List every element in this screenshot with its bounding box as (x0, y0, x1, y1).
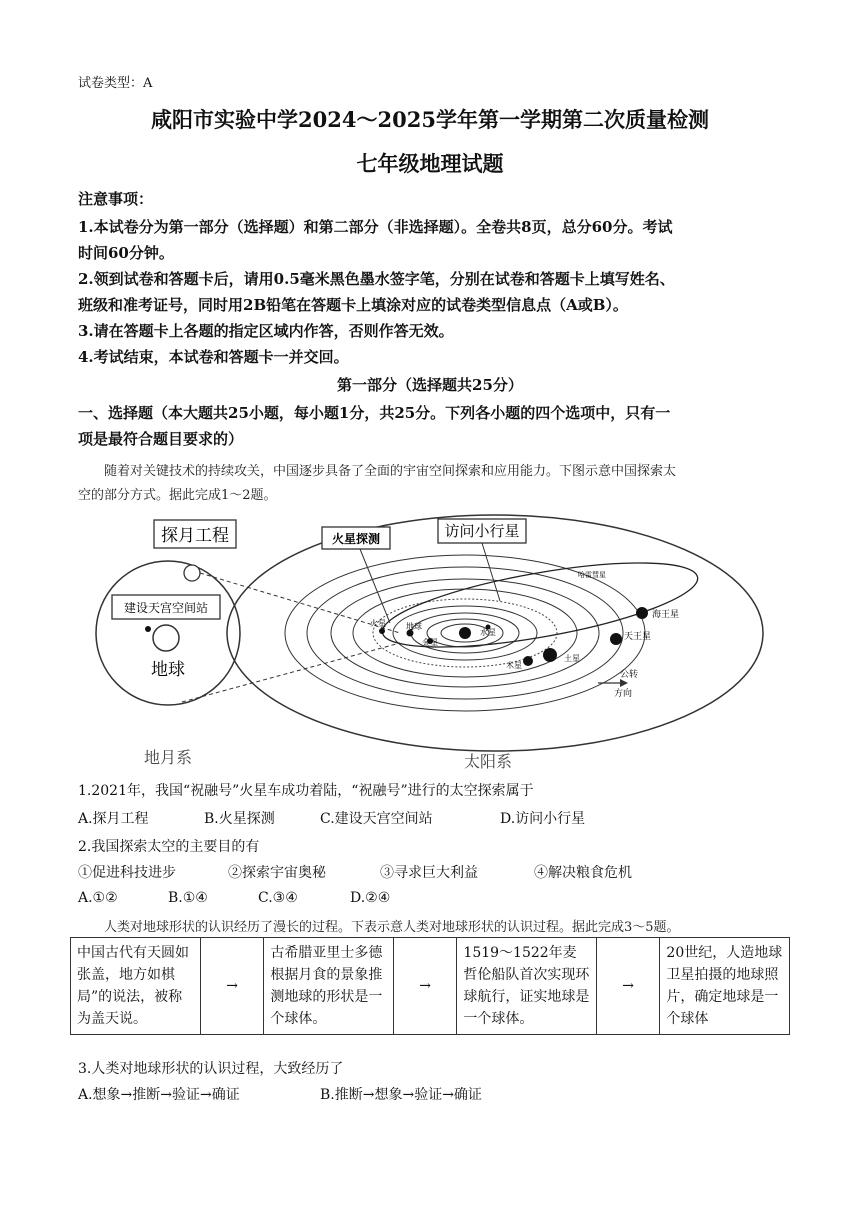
label-jupiter: 木星 (506, 661, 522, 670)
label-mars-probe: 火星探测 (331, 532, 381, 546)
label-earth-planet: 地球 (406, 622, 422, 631)
notes-heading: 注意事项： (78, 190, 154, 208)
q1-option-c: C.建设天宫空间站 (320, 811, 433, 827)
label-space-station: 建设天宫空间站 (123, 601, 209, 615)
q2-option-c: C.③④ (258, 890, 298, 906)
q2-option-b: B.①④ (168, 890, 208, 906)
label-revolution-2: 方向 (614, 689, 633, 699)
label-solar-system: 太阳系 (463, 752, 513, 771)
paper-type: 试卷类型：A (78, 76, 153, 91)
q2-stem: 2.我国探索太空的主要目的有 (78, 839, 260, 855)
flow-cell-4: 20世纪，人造地球卫星拍摄的地球照片，确定地球是一个球体 (660, 938, 790, 1035)
note-item-1b: 时间60分钟。 (78, 244, 174, 262)
exam-title: 咸阳市实验中学2024～2025学年第一学期第二次质量检测 (151, 107, 709, 132)
exam-subtitle: 七年级地理试题 (356, 151, 504, 176)
note-item-2b: 班级和准考证号，同时用2B铅笔在答题卡上填涂对应的试卷类型信息点（A或B）。 (78, 296, 628, 314)
note-item-2a: 2.领到试卷和答题卡后，请用0.5毫米黑色墨水签字笔，分别在试卷和答题卡上填写姓名、 (78, 270, 675, 288)
space-exploration-diagram (70, 505, 800, 775)
q2-option-a: A.①② (78, 890, 118, 906)
intro2: 人类对地球形状的认识经历了漫长的过程。下表示意人类对地球形状的认识过程。据此完成3～5题。 (104, 920, 680, 935)
part1-heading: 第一部分（选择题共25分） (337, 376, 523, 394)
intro1-line2: 空的部分方式。据此完成1～2题。 (78, 488, 277, 503)
note-item-4: 4.考试结束，本试卷和答题卡一并交回。 (78, 348, 349, 366)
note-item-1a: 1.本试卷分为第一部分（选择题）和第二部分（非选择题）。全卷共8页，总分60分。考试 (78, 218, 673, 236)
flow-arrow-1: → (200, 938, 264, 1035)
label-saturn: 土星 (564, 654, 580, 663)
q1-option-d: D.访问小行星 (500, 811, 586, 827)
label-earth: 地球 (151, 660, 185, 680)
label-revolution-1: 公转 (620, 670, 639, 680)
q3-option-b: B.推断→想象→验证→确证 (320, 1087, 482, 1103)
flow-cell-2: 古希腊亚里士多德根据月食的景象推测地球的形状是一个球体。 (264, 938, 394, 1035)
section1-line1: 一、选择题（本大题共25小题，每小题1分，共25分。下列各小题的四个选项中，只有一 (78, 404, 671, 422)
label-comet: 哈雷彗星 (578, 571, 606, 579)
label-moon-project: 探月工程 (161, 526, 229, 546)
q2-statement-1: ①促进科技进步 (78, 865, 176, 881)
q2-option-d: D.②④ (350, 890, 391, 906)
label-neptune: 海王星 (652, 610, 680, 620)
q3-stem: 3.人类对地球形状的认识过程，大致经历了 (78, 1061, 344, 1077)
q2-statement-4: ④解决粮食危机 (534, 865, 632, 881)
note-item-3: 3.请在答题卡上各题的指定区域内作答，否则作答无效。 (78, 322, 454, 340)
label-mercury: 水星 (480, 628, 496, 637)
intro1-line1: 随着对关键技术的持续攻关，中国逐步具备了全面的宇宙空间探索和应用能力。下图示意中国探索太 (104, 464, 677, 479)
label-venus: 金星 (422, 638, 438, 647)
q2-statement-3: ③寻求巨大利益 (380, 865, 478, 881)
q3-option-a: A.想象→推断→验证→确证 (78, 1087, 240, 1103)
flow-cell-3: 1519～1522年麦哲伦船队首次实现环球航行，证实地球是一个球体。 (457, 938, 596, 1035)
label-earth-moon-system: 地月系 (143, 748, 193, 767)
q2-statement-2: ②探索宇宙奥秘 (228, 865, 326, 881)
earth-shape-flow-table (70, 937, 790, 1035)
flow-arrow-3: → (596, 938, 660, 1035)
section1-line2: 项是最符合题目要求的） (78, 430, 244, 448)
flow-arrow-2: → (393, 938, 457, 1035)
q1-option-a: A.探月工程 (78, 811, 149, 827)
flow-cell-1: 中国古代有天圆如张盖，地方如棋局”的说法，被称为盖天说。 (71, 938, 201, 1035)
q1-stem: 1.2021年，我国“祝融号”火星车成功着陆，“祝融号”进行的太空探索属于 (78, 783, 534, 799)
label-uranus: 天王星 (624, 632, 652, 642)
q1-option-b: B.火星探测 (204, 811, 275, 827)
label-mars: 火星 (370, 619, 386, 628)
label-visit-asteroid: 访问小行星 (444, 522, 520, 540)
